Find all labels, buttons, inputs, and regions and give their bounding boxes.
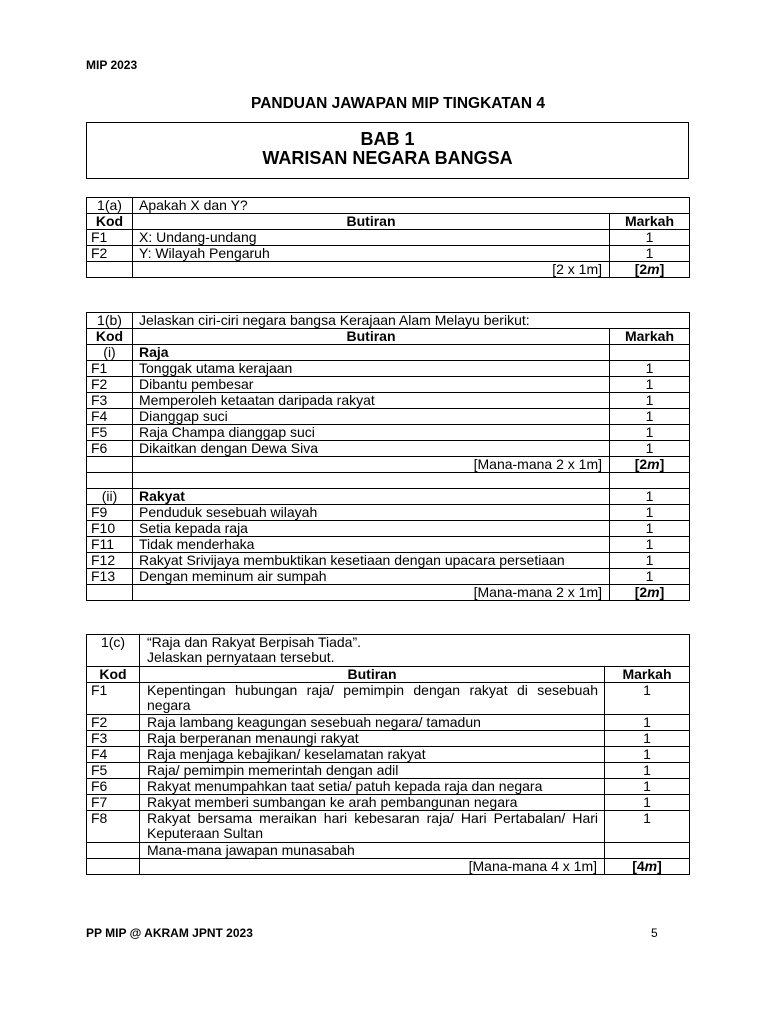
- table-row: [87, 747, 690, 763]
- kod-cell: F1: [87, 361, 133, 377]
- kod-cell: [87, 473, 133, 489]
- column-header-row: [87, 667, 690, 683]
- butiran-cell: [Mana-mana 4 x 1m]: [140, 859, 605, 875]
- markah-cell: 1: [610, 230, 690, 246]
- table-row: [87, 441, 690, 457]
- kod-cell: F2: [87, 377, 133, 393]
- markah-cell: 1: [610, 553, 690, 569]
- table-row: [87, 473, 690, 489]
- total-mark: [4m]: [605, 859, 690, 875]
- markah-cell: 1: [610, 377, 690, 393]
- kod-cell: [87, 843, 140, 859]
- column-header-kod: Kod: [87, 329, 133, 345]
- kod-cell: [87, 585, 133, 601]
- chapter-heading-box: [86, 122, 689, 179]
- kod-cell: F1: [87, 683, 140, 715]
- table-row: [87, 779, 690, 795]
- markah-cell: 1: [610, 361, 690, 377]
- kod-cell: F8: [87, 811, 140, 843]
- butiran-cell: Raja Champa dianggap suci: [133, 425, 610, 441]
- table-row: [87, 811, 690, 843]
- kod-cell: [87, 457, 133, 473]
- markah-cell: 1: [605, 683, 690, 715]
- kod-cell: F3: [87, 731, 140, 747]
- total-mark: [2m]: [610, 262, 690, 278]
- table-row: [87, 843, 690, 859]
- total-row: [87, 457, 690, 473]
- kod-cell: F9: [87, 505, 133, 521]
- question-line: “Raja dan Rakyat Berpisah Tiada”.: [147, 634, 361, 650]
- markah-cell: 1: [605, 763, 690, 779]
- column-header-row: [87, 329, 690, 345]
- table-row: [87, 409, 690, 425]
- table-row: [87, 553, 690, 569]
- butiran-cell: Raja/ pemimpin memerintah dengan adil: [140, 763, 605, 779]
- running-footer: PP MIP @ AKRAM JPNT 2023: [86, 926, 253, 940]
- butiran-cell: Dikaitkan dengan Dewa Siva: [133, 441, 610, 457]
- kod-cell: F13: [87, 569, 133, 585]
- markah-cell: [605, 843, 690, 859]
- table-row: [87, 230, 690, 246]
- butiran-line: Keputeraan Sultan: [147, 825, 263, 841]
- butiran-cell: Rakyat memberi sumbangan ke arah pembangunan negara: [140, 795, 605, 811]
- butiran-cell: Setia kepada raja: [133, 521, 610, 537]
- butiran-cell: Penduduk sesebuah wilayah: [133, 505, 610, 521]
- kod-cell: (ii): [87, 489, 133, 505]
- markah-cell: 1: [605, 715, 690, 731]
- butiran-cell: X: Undang-undang: [133, 230, 610, 246]
- table-row: [87, 731, 690, 747]
- butiran-cell: Raja: [133, 345, 610, 361]
- kod-cell: F12: [87, 553, 133, 569]
- markah-cell: 1: [605, 795, 690, 811]
- butiran-cell: Memperoleh ketaatan daripada rakyat: [133, 393, 610, 409]
- subsection-row: [87, 345, 690, 361]
- markah-cell: 1: [605, 811, 690, 843]
- markah-cell: 1: [610, 505, 690, 521]
- column-header-markah: Markah: [610, 214, 690, 230]
- kod-cell: F7: [87, 795, 140, 811]
- markah-cell: 1: [605, 731, 690, 747]
- markah-cell: [610, 473, 690, 489]
- subsection-row: [87, 489, 690, 505]
- kod-cell: F10: [87, 521, 133, 537]
- chapter-number: BAB 1: [360, 129, 415, 149]
- table-row: [87, 377, 690, 393]
- question-line: Jelaskan pernyataan tersebut.: [147, 649, 335, 665]
- kod-cell: F2: [87, 246, 133, 262]
- butiran-cell: Dibantu pembesar: [133, 377, 610, 393]
- markah-cell: 1: [610, 393, 690, 409]
- butiran-cell: Dengan meminum air sumpah: [133, 569, 610, 585]
- kod-cell: F6: [87, 441, 133, 457]
- question-text: [133, 313, 690, 329]
- answer-table-1c: [86, 634, 690, 875]
- kod-cell: F4: [87, 409, 133, 425]
- table-row: [87, 393, 690, 409]
- butiran-cell: Mana-mana jawapan munasabah: [140, 843, 605, 859]
- butiran-cell: Raja menjaga kebajikan/ keselamatan rakyat: [140, 747, 605, 763]
- butiran-cell: Raja lambang keagungan sesebuah negara/ tamadun: [140, 715, 605, 731]
- question-text: [140, 635, 690, 667]
- butiran-cell: Rakyat menumpahkan taat setia/ patuh kepada raja dan negara: [140, 779, 605, 795]
- markah-cell: 1: [610, 537, 690, 553]
- markah-cell: 1: [610, 521, 690, 537]
- total-row: [87, 859, 690, 875]
- markah-cell: 1: [610, 489, 690, 505]
- butiran-cell: Y: Wilayah Pengaruh: [133, 246, 610, 262]
- total-mark: [2m]: [610, 457, 690, 473]
- table-row: [87, 505, 690, 521]
- question-number: 1(b): [87, 313, 133, 329]
- total-row: [87, 585, 690, 601]
- table-row: [87, 763, 690, 779]
- question-line: Jelaskan ciri-ciri negara bangsa Kerajaan Alam Melayu berikut:: [139, 312, 530, 328]
- column-header-markah: Markah: [610, 329, 690, 345]
- table-row: [87, 715, 690, 731]
- kod-cell: F3: [87, 393, 133, 409]
- butiran-cell: Tidak menderhaka: [133, 537, 610, 553]
- kod-cell: (i): [87, 345, 133, 361]
- table-row: [87, 246, 690, 262]
- butiran-cell: Dianggap suci: [133, 409, 610, 425]
- table-row: [87, 361, 690, 377]
- total-mark: [2m]: [610, 585, 690, 601]
- table-row: [87, 537, 690, 553]
- kod-cell: [87, 859, 140, 875]
- butiran-line: negara: [147, 697, 191, 713]
- table-row: [87, 795, 690, 811]
- kod-cell: F6: [87, 779, 140, 795]
- butiran-cell: [133, 473, 610, 489]
- markah-cell: 1: [610, 569, 690, 585]
- question-row: [87, 313, 690, 329]
- table-row: [87, 569, 690, 585]
- question-row: [87, 635, 690, 667]
- butiran-cell: Tonggak utama kerajaan: [133, 361, 610, 377]
- butiran-cell: [140, 683, 605, 715]
- column-header-butiran: Butiran: [133, 214, 610, 230]
- total-row: [87, 262, 690, 278]
- question-text: [133, 198, 690, 214]
- butiran-cell: Raja berperanan menaungi rakyat: [140, 731, 605, 747]
- column-header-butiran: Butiran: [140, 667, 605, 683]
- answer-table-1a: [86, 197, 690, 278]
- markah-cell: 1: [610, 409, 690, 425]
- column-header-markah: Markah: [605, 667, 690, 683]
- butiran-line: Rakyat bersama meraikan hari kebesaran raja/ Hari Pertabalan/ Hari: [147, 810, 598, 826]
- question-number: 1(c): [87, 635, 140, 667]
- page-number: 5: [651, 926, 658, 940]
- column-header-kod: Kod: [87, 214, 133, 230]
- answer-table-1b: [86, 312, 690, 601]
- butiran-cell: [2 x 1m]: [133, 262, 610, 278]
- butiran-cell: Rakyat Srivijaya membuktikan kesetiaan dengan upacara persetiaan: [133, 553, 610, 569]
- markah-cell: [610, 345, 690, 361]
- running-header: MIP 2023: [86, 58, 138, 72]
- butiran-cell: Rakyat: [133, 489, 610, 505]
- chapter-name: WARISAN NEGARA BANGSA: [262, 148, 513, 168]
- markah-cell: 1: [610, 441, 690, 457]
- butiran-cell: [Mana-mana 2 x 1m]: [133, 585, 610, 601]
- table-row: [87, 521, 690, 537]
- markah-cell: 1: [610, 246, 690, 262]
- kod-cell: [87, 262, 133, 278]
- table-row: [87, 425, 690, 441]
- kod-cell: F11: [87, 537, 133, 553]
- kod-cell: F2: [87, 715, 140, 731]
- markah-cell: 1: [605, 779, 690, 795]
- column-header-butiran: Butiran: [133, 329, 610, 345]
- table-row: [87, 683, 690, 715]
- column-header-kod: Kod: [87, 667, 140, 683]
- kod-cell: F1: [87, 230, 133, 246]
- question-line: Apakah X dan Y?: [139, 197, 248, 213]
- column-header-row: [87, 214, 690, 230]
- document-title: PANDUAN JAWAPAN MIP TINGKATAN 4: [251, 95, 545, 112]
- butiran-cell: [Mana-mana 2 x 1m]: [133, 457, 610, 473]
- question-row: [87, 198, 690, 214]
- question-number: 1(a): [87, 198, 133, 214]
- butiran-line: Kepentingan hubungan raja/ pemimpin dengan rakyat di sesebuah: [147, 682, 598, 698]
- butiran-cell: [140, 811, 605, 843]
- kod-cell: F5: [87, 425, 133, 441]
- markah-cell: 1: [605, 747, 690, 763]
- kod-cell: F5: [87, 763, 140, 779]
- markah-cell: 1: [610, 425, 690, 441]
- kod-cell: F4: [87, 747, 140, 763]
